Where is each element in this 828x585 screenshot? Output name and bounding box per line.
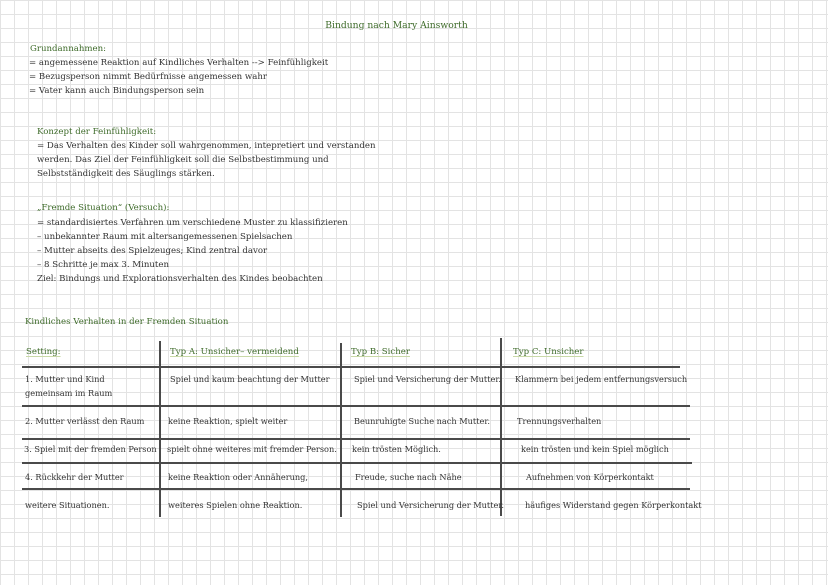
table-cell: 4. Rückkehr der Mutter — [25, 472, 124, 482]
table-header-setting: Setting: — [26, 347, 61, 357]
fremde-situation-line: – 8 Schritte je max 3. Minuten — [37, 260, 169, 270]
table-cell: spielt ohne weiteres mit fremder Person. — [167, 444, 337, 454]
fremde-situation-line: – unbekannter Raum mit altersangemessenen Spielsachen — [37, 232, 293, 242]
grundannahmen-item: = Bezugsperson nimmt Bedürfnisse angemessen wahr — [29, 72, 268, 82]
page-title: Bindung nach Mary Ainsworth — [325, 20, 468, 31]
table-cell: häufiges Widerstand gegen Körperkontakt — [525, 500, 702, 510]
table-cell: kein trösten und kein Spiel möglich — [521, 444, 669, 454]
fremde-situation-heading: „Fremde Situation“ (Versuch): — [37, 203, 170, 213]
konzept-heading: Konzept der Feinfühligkeit: — [37, 127, 157, 137]
table-divider — [22, 405, 690, 407]
table-caption: Kindliches Verhalten in der Fremden Situation — [25, 317, 229, 327]
table-cell: 2. Mutter verlässt den Raum — [25, 416, 145, 426]
konzept-line: werden. Das Ziel der Feinfühligkeit soll die Selbstbestimmung und — [37, 155, 329, 165]
grundannahmen-item: = Vater kann auch Bindungsperson sein — [29, 86, 205, 96]
konzept-line: Selbstständigkeit des Säuglings stärken. — [37, 169, 215, 179]
table-cell: Spiel und Versicherung der Mutter. — [354, 374, 501, 384]
table-cell: 3. Spiel mit der fremden Person — [24, 444, 157, 454]
table-cell: kein trösten Möglich. — [352, 444, 441, 454]
table-divider — [22, 366, 680, 368]
table-divider — [22, 438, 690, 440]
table-divider — [22, 462, 692, 464]
table-cell: keine Reaktion, spielt weiter — [168, 416, 288, 426]
table-divider — [340, 343, 342, 517]
grundannahmen-item: = angemessene Reaktion auf Kindliches Verhalten --> Feinfühligkeit — [29, 58, 329, 68]
table-header-typ-a: Typ A: Unsicher– vermeidend — [170, 347, 299, 357]
table-cell: Spiel und Versicherung der Mutter. — [357, 500, 504, 510]
table-header-typ-c: Typ C: Unsicher — [513, 347, 584, 357]
fremde-situation-line: = standardisiertes Verfahren um verschiedene Muster zu klassifizieren — [37, 218, 348, 228]
table-cell: 1. Mutter und Kind — [25, 374, 105, 384]
konzept-line: = Das Verhalten des Kinder soll wahrgenommen, intepretiert und verstanden — [37, 141, 376, 151]
table-cell: weiteres Spielen ohne Reaktion. — [168, 500, 303, 510]
table-cell: Klammern bei jedem entfernungsversuch — [515, 374, 688, 384]
table-cell: keine Reaktion oder Annäherung, — [168, 472, 309, 482]
table-cell: Spiel und kaum beachtung der Mutter — [170, 374, 330, 384]
table-header-typ-b: Typ B: Sicher — [351, 347, 410, 357]
table-cell: Trennungsverhalten — [517, 416, 602, 426]
fremde-situation-line: Ziel: Bindungs und Explorationsverhalten des Kindes beobachten — [37, 274, 323, 284]
grundannahmen-heading: Grundannahmen: — [30, 44, 107, 54]
table-cell: Freude, suche nach Nähe — [355, 472, 462, 482]
fremde-situation-line: – Mutter abseits des Spielzeuges; Kind zentral davor — [37, 246, 268, 256]
table-cell: Beunruhigte Suche nach Mutter. — [354, 416, 490, 426]
table-divider — [22, 488, 690, 490]
table-cell: Aufnehmen von Körperkontakt — [526, 472, 654, 482]
table-cell: weitere Situationen. — [25, 500, 110, 510]
table-cell: gemeinsam im Raum — [25, 388, 113, 398]
